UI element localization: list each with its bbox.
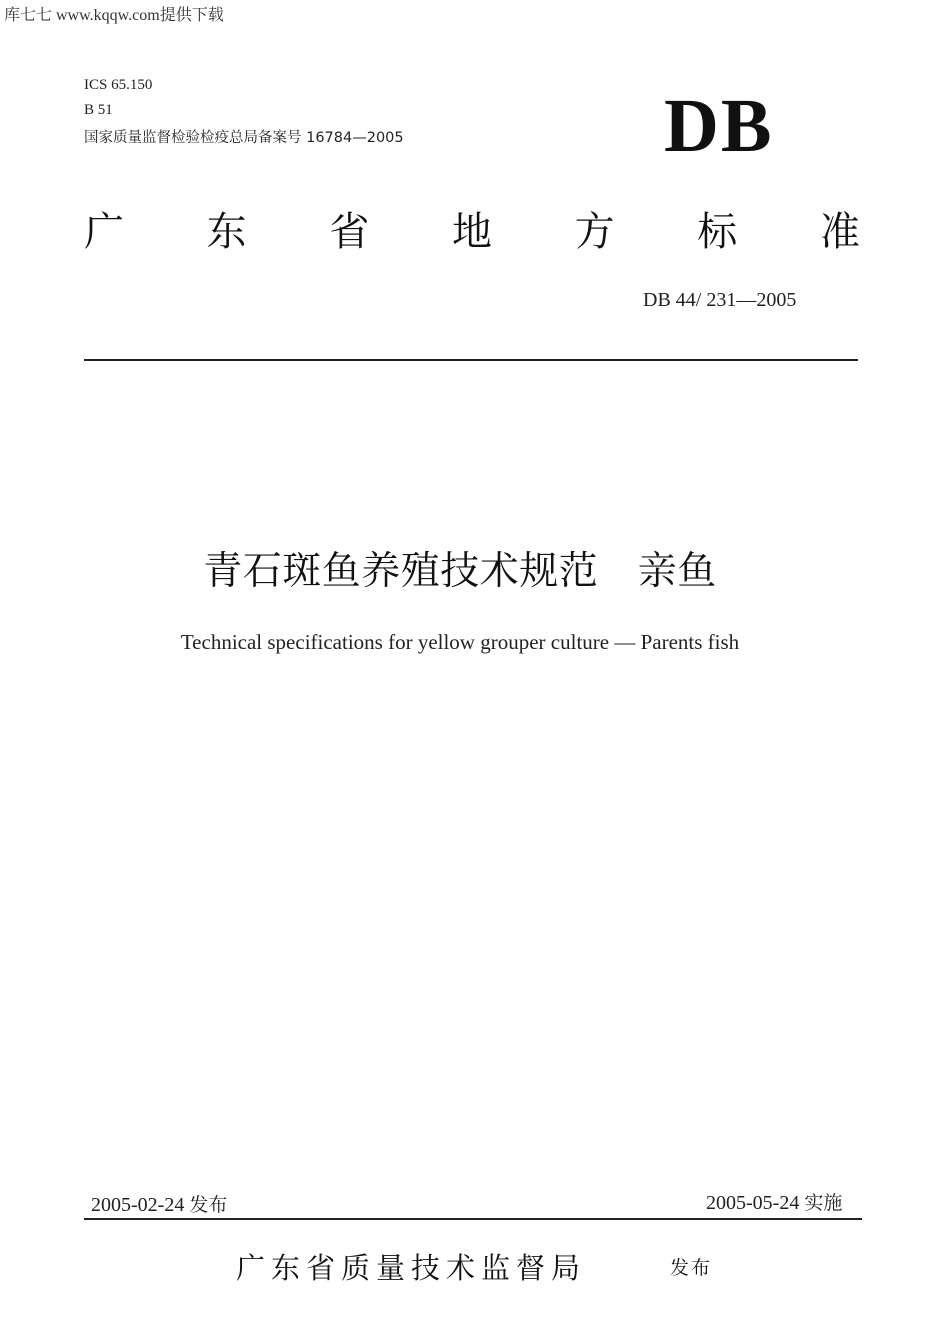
implement-date-line	[706, 1188, 842, 1215]
standard-type-heading	[84, 200, 860, 257]
issue-label: 发布	[189, 1194, 228, 1216]
issuing-authority: 广东省质量技术监督局	[236, 1251, 587, 1285]
authority-issue-label: 发布	[670, 1257, 713, 1279]
standard-type-char: 方	[574, 209, 615, 255]
title-english: Technical specifications for yellow grouper culture — Parents fish	[180, 630, 740, 654]
standard-type-char: 标	[697, 209, 738, 255]
watermark-text: 库七七 www.kqqw.com提供下载	[4, 7, 224, 24]
standard-number: DB 44/ 231—2005	[643, 289, 797, 311]
standard-type-char: 东	[206, 209, 247, 255]
title-chinese: 青石斑鱼养殖技术规范 亲鱼	[203, 549, 717, 594]
header-divider	[84, 359, 858, 361]
ics-code: ICS 65.150	[84, 77, 153, 93]
footer-divider	[84, 1218, 862, 1220]
standard-type-char: 省	[329, 209, 370, 255]
db-logo: DB	[664, 84, 774, 168]
issue-date-line	[91, 1190, 227, 1217]
implement-label: 实施	[804, 1192, 843, 1214]
standard-type-char: 广	[84, 209, 124, 255]
implement-date: 2005-05-24	[706, 1192, 800, 1214]
standard-type-char: 准	[819, 209, 860, 255]
standard-type-char: 地	[451, 209, 492, 255]
ccs-code: B 51	[84, 102, 113, 118]
issue-date: 2005-02-24	[91, 1194, 185, 1216]
record-number: 国家质量监督检验检疫总局备案号 16784—2005	[84, 130, 404, 146]
